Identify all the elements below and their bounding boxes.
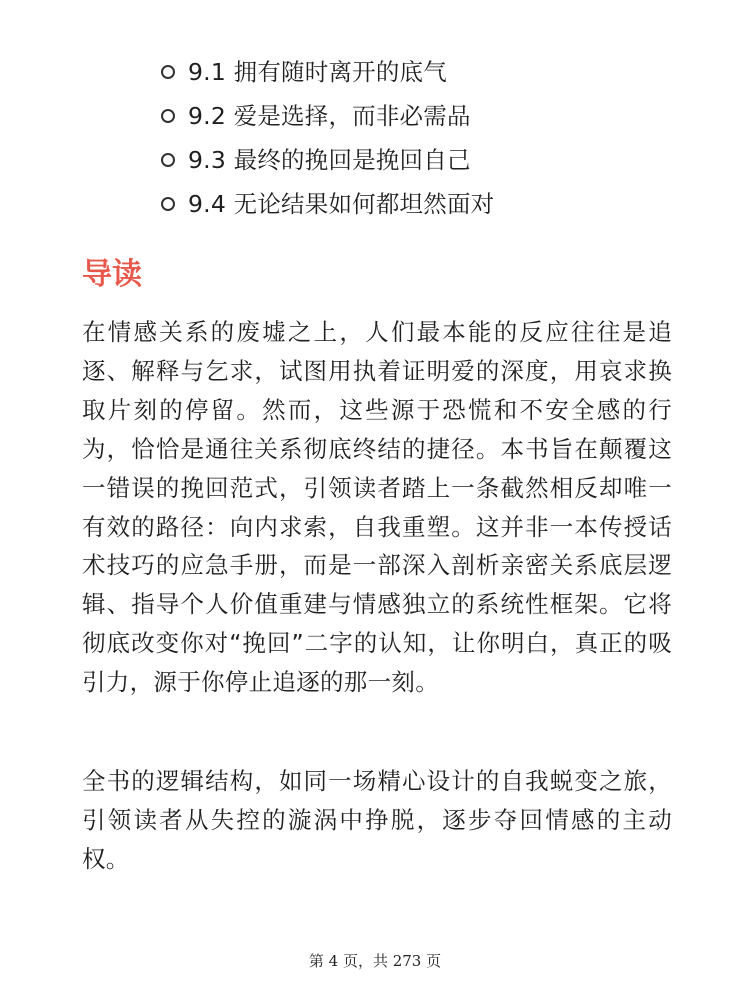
toc-item <box>0 94 750 138</box>
page-number-footer: 第 4 页，共 273 页 <box>308 952 442 970</box>
toc-item-label: 9.4 无论结果如何都坦然面对 <box>188 190 495 218</box>
hollow-circle-bullet-icon <box>161 197 175 211</box>
toc-item <box>0 50 750 94</box>
body-paragraph: 在情感关系的废墟之上，人们最本能的反应往往是追逐、解释与乞求，试图用执着证明爱的深度，用哀求换取片刻的停留。然而，这些源于恐慌和不安全感的行为，恰恰是通往关系彻底终结的捷径。本书旨在颠覆这一错误的挽回范式，引领读者踏上一条截然相反却唯一有效的路径：向内求索，自我重塑。这并非一本传授话术技巧的应急手册，而是一部深入剖析亲密关系底层逻辑、指导个人价值重建与情感独立的系统性框架。它将彻底改变你对“挽回”二字的认知，让你明白，真正的吸引力，源于你停止追逐的那一刻。 <box>82 318 672 697</box>
toc-list <box>0 50 750 226</box>
toc-item <box>0 138 750 182</box>
hollow-circle-bullet-icon <box>161 65 175 79</box>
body-paragraph: 全书的逻辑结构，如同一场精心设计的自我蜕变之旅，引领读者从失控的漩涡中挣脱，逐步夺回情感的主动权。 <box>82 767 672 873</box>
hollow-circle-bullet-icon <box>161 109 175 123</box>
section-heading: 导读 <box>82 257 142 292</box>
toc-item <box>0 182 750 226</box>
toc-item-label: 9.1 拥有随时离开的底气 <box>188 58 447 86</box>
toc-item-label: 9.2 爱是选择，而非必需品 <box>188 102 471 130</box>
hollow-circle-bullet-icon <box>161 153 175 167</box>
toc-item-label: 9.3 最终的挽回是挽回自己 <box>188 146 471 174</box>
